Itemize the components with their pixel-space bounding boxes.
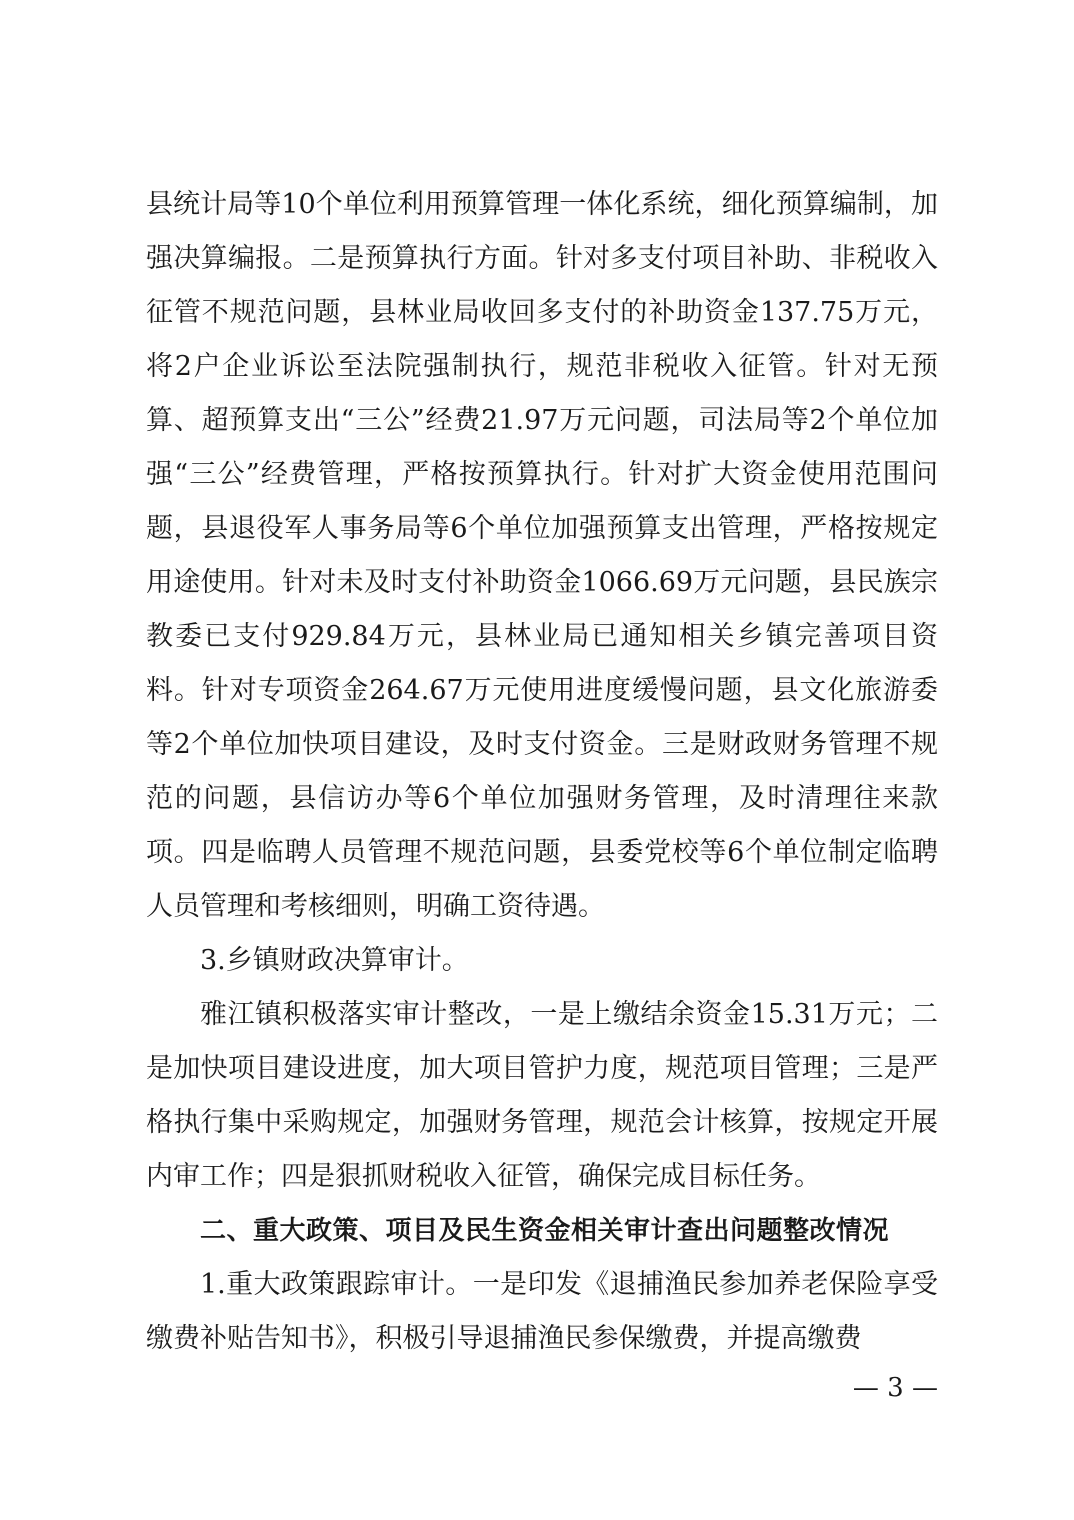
subheading-township-audit: 3.乡镇财政决算审计。 xyxy=(200,945,469,976)
page-number: — 3 — xyxy=(852,1373,938,1403)
document-body xyxy=(146,178,938,1366)
section-heading-major-policies: 二、重大政策、项目及民生资金相关审计查出问题整改情况 xyxy=(200,1216,890,1246)
body-paragraph-yajiang-town: 雅江镇积极落实审计整改，一是上缴结余资金15.31万元；二是加快项目建设进度，加大项目管护力度，规范项目管理；三是严格执行集中采购规定，加强财务管理，规范会计核算，按规定开展内审工作；四是狠抓财税收入征管，确保完成目标任务。 xyxy=(146,999,938,1192)
body-paragraph-budget-execution: 县统计局等10个单位利用预算管理一体化系统，细化预算编制，加强决算编报。二是预算执行方面。针对多支付项目补助、非税收入征管不规范问题，县林业局收回多支付的补助资金137.75万元，将2户企业诉讼至法院强制执行，规范非税收入征管。针对无预算、超预算支出“三公”经费21.97万元问题，司法局等2个单位加强“三公”经费管理，严格按预算执行。针对扩大资金使用范围问题，县退役军人事务局等6个单位加强预算支出管理，严格按规定用途使用。针对未及时支付补助资金1066.69万元问题，县民族宗教委已支付929.84万元，县林业局已通知相关乡镇完善项目资料。针对专项资金264.67万元使用进度缓慢问题，县文化旅游委等2个单位加快项目建设，及时支付资金。三是财政财务管理不规范的问题，县信访办等6个单位加强财务管理，及时清理往来款项。四是临聘人员管理不规范问题，县委党校等6个单位制定临聘人员管理和考核细则，明确工资待遇。 xyxy=(146,189,938,922)
body-paragraph-policy-tracking: 1.重大政策跟踪审计。一是印发《退捕渔民参加养老保险享受缴费补贴告知书》，积极引导退捕渔民参保缴费，并提高缴费 xyxy=(146,1269,938,1354)
